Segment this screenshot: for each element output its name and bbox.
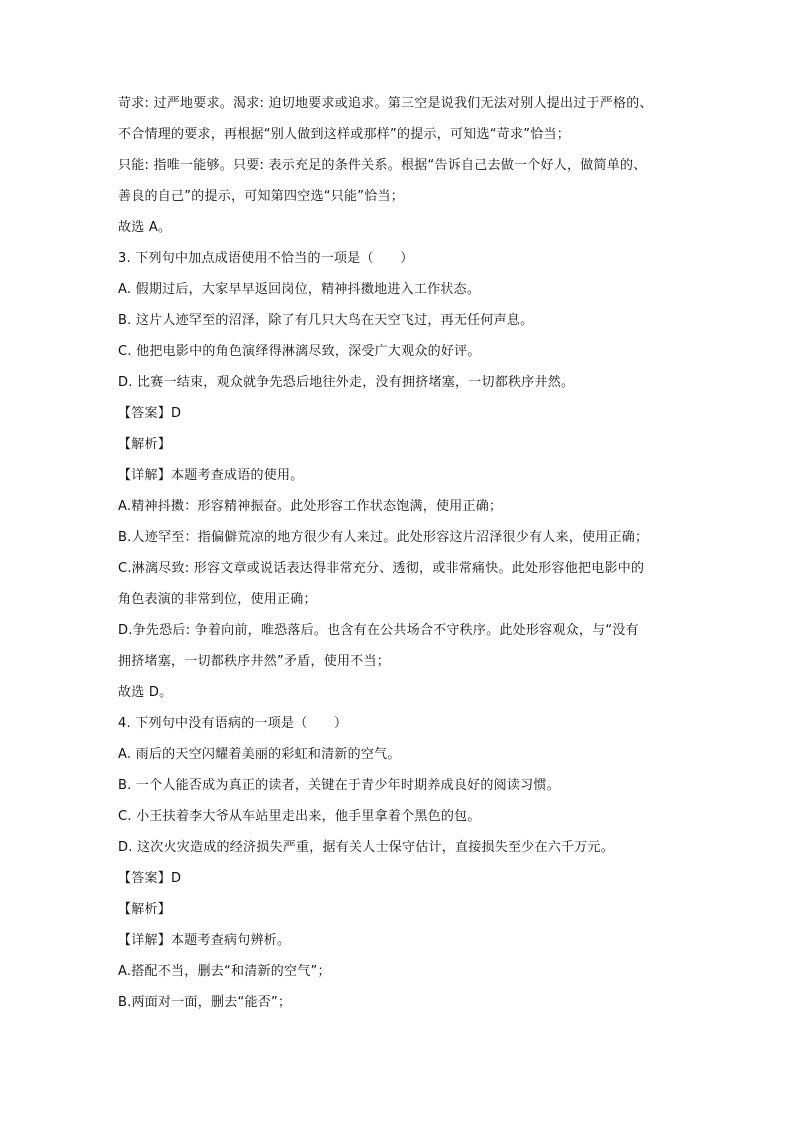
question-3-option-a: A. 假期过后，大家早早返回岗位，精神抖擞地进入工作状态。 xyxy=(118,282,481,297)
question-3-option-c: C. 他把电影中的角色演绎得淋漓尽致，深受广大观众的好评。 xyxy=(118,344,481,359)
detail-label: 【详解】本题考查病句辨析。 xyxy=(118,933,291,948)
text-line: 不合情理的要求，再根据“别人做到这样或那样”的提示，可知选“苛求”恰当； xyxy=(118,127,570,142)
analysis-label: 【解析】 xyxy=(118,902,172,917)
text-line: B.人迹罕至：指偏僻荒凉的地方很少有人来过。此处形容这片沼泽很少有人来，使用正确； xyxy=(118,530,649,545)
question-3-stem: 3. 下列句中加点成语使用不恰当的一项是（ ） xyxy=(118,251,414,266)
analysis-label: 【解析】 xyxy=(118,437,172,452)
text-line: D.争先恐后: 争着向前，唯恐落后。也含有在公共场合不守秩序。此处形容观众，与“没有 xyxy=(118,623,639,638)
text-line: C.淋漓尽致: 形容文章或说话表达得非常充分、透彻，或非常痛快。此处形容他把电影中的 xyxy=(118,561,645,576)
question-3-option-d: D. 比赛一结束，观众就争先恐后地往外走，没有拥挤堵塞，一切都秩序井然。 xyxy=(118,375,575,390)
text-line: A.精神抖擞：形容精神振奋。此处形容工作状态饱满，使用正确； xyxy=(118,499,503,514)
text-line: 拥挤堵塞，一切都秩序井然”矛盾，使用不当； xyxy=(118,654,390,669)
question-4-option-c: C. 小王扶着李大爷从车站里走出来，他手里拿着个黑色的包。 xyxy=(118,809,481,824)
detail-label: 【详解】本题考查成语的使用。 xyxy=(118,468,304,483)
question-3-option-b: B. 这片人迹罕至的沼泽，除了有几只大鸟在天空飞过，再无任何声息。 xyxy=(118,313,534,328)
question-4-stem: 4. 下列句中没有语病的一项是（ ） xyxy=(118,716,348,731)
question-4-option-a: A. 雨后的天空闪耀着美丽的彩虹和清新的空气。 xyxy=(118,747,401,762)
answer-label: 【答案】D xyxy=(118,406,182,421)
document-page xyxy=(118,88,680,1018)
text-line: 苛求: 过严地要求。渴求: 迫切地要求或追求。第三空是说我们无法对别人提出过于严格的、 xyxy=(118,96,653,111)
answer-label: 【答案】D xyxy=(118,871,182,886)
text-line: 善良的自己”的提示，可知第四空选“只能”恰当； xyxy=(118,189,404,204)
question-4-option-b: B. 一个人能否成为真正的读者，关键在于青少年时期养成良好的阅读习惯。 xyxy=(118,778,560,793)
text-line: 角色表演的非常到位，使用正确； xyxy=(118,592,317,607)
text-line: 故选 D。 xyxy=(118,685,173,700)
question-4-option-d: D. 这次火灾造成的经济损失严重，据有关人士保守估计，直接损失至少在六千万元。 xyxy=(118,840,615,855)
text-line: A.搭配不当，删去“和清新的空气”； xyxy=(118,964,331,979)
text-line: B.两面对一面，删去“能否”； xyxy=(118,995,292,1010)
text-line: 故选 A。 xyxy=(118,220,172,235)
text-line: 只能: 指唯一能够。只要: 表示充足的条件关系。根据“告诉自己去做一个好人，做简单的、 xyxy=(118,158,647,173)
